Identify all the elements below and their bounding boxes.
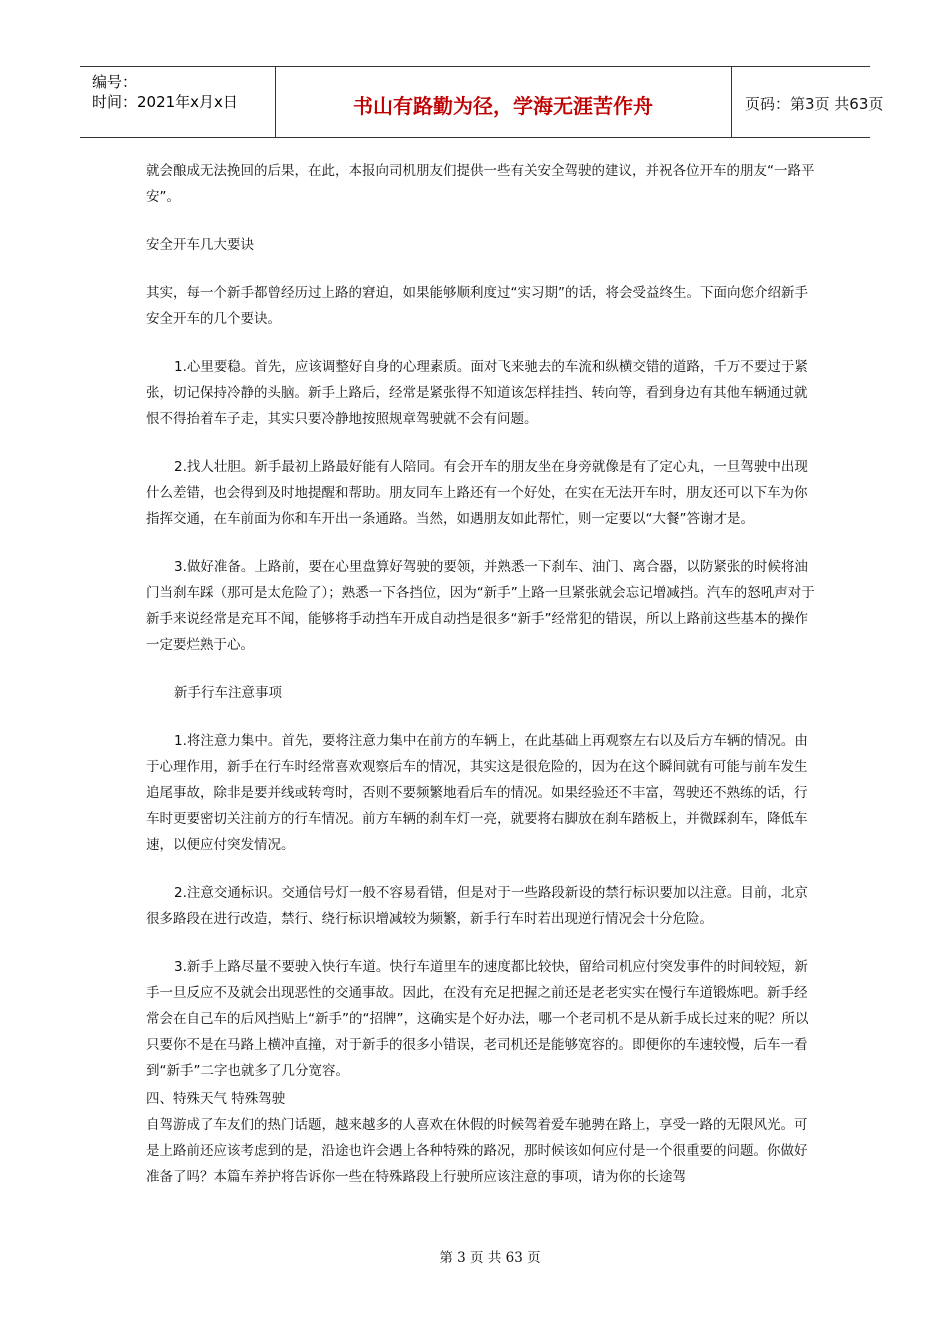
document-date: 时间：2021年x月x日 [92, 93, 238, 111]
paragraph-novice-intro: 其实，每一个新手都曾经历过上路的窘迫，如果能够顺利度过“实习期”的话，将会受益终生。下面向您介绍新手安全开车的几个要诀。 [146, 285, 808, 327]
header-page-code: 页码：第3页 共63页 [745, 95, 884, 113]
paragraph-tip-1: 1.心里要稳。首先，应该调整好自身的心理素质。面对飞来驰去的车流和纵横交错的道路，千万不要过于紧张，切记保持冷静的头脑。新手上路后，经常是紧张得不知道该怎样挂挡、转向等，看到身边有其他车辆通过就恨不得抬着车子走，其实只要冷静地按照规章驾驶就不会有问题。 [146, 359, 808, 427]
paragraph-intro-continued: 就会酿成无法挽回的后果，在此，本报向司机朋友们提供一些有关安全驾驶的建议，并祝各位开车的朋友“一路平安”。 [146, 163, 815, 205]
page-footer: 第 3 页 共 63 页 [439, 1250, 541, 1266]
section-heading-safe-driving: 安全开车几大要诀 [146, 237, 254, 253]
document-number-label: 编号： [92, 73, 138, 91]
section-heading-special-weather: 四、特殊天气 特殊驾驶 [146, 1091, 286, 1107]
paragraph-tip-3: 3.做好准备。上路前，要在心里盘算好驾驶的要领，并熟悉一下刹车、油门、离合器，以防紧张的时候将油门当刹车踩（那可是太危险了）；熟悉一下各挡位，因为“新手”上路一旦紧张就会忘记增减挡。汽车的怒吼声对于新手来说经常是充耳不闻，能够将手动挡车开成自动挡是很多“新手”经常犯的错误，所以上路前这些基本的操作一定要烂熟于心。 [146, 559, 815, 653]
paragraph-tip-2: 2.找人壮胆。新手最初上路最好能有人陪同。有会开车的朋友坐在身旁就像是有了定心丸，一旦驾驶中出现什么差错，也会得到及时地提醒和帮助。朋友同车上路还有一个好处，在实在无法开车时，朋友还可以下车为你指挥交通，在车前面为你和车开出一条通路。当然，如遇朋友如此帮忙，则一定要以“大餐”答谢才是。 [146, 459, 808, 527]
header-motto-cell [275, 67, 732, 137]
page-header [80, 66, 884, 138]
paragraph-note-1: 1.将注意力集中。首先，要将注意力集中在前方的车辆上，在此基础上再观察左右以及后方车辆的情况。由于心理作用，新手在行车时经常喜欢观察后车的情况，其实这是很危险的，因为在这个瞬间就有可能与前车发生追尾事故，除非是要并线或转弯时，否则不要频繁地看后车的情况。如果经验还不丰富，驾驶还不熟练的话，行车时更要密切关注前方的行车情况。前方车辆的刹车灯一亮，就要将右脚放在刹车踏板上，并微踩刹车，降低车速，以便应付突发情况。 [146, 733, 808, 853]
section-heading-novice-notes: 新手行车注意事项 [174, 685, 282, 701]
header-meta-cell [80, 67, 276, 137]
paragraph-note-2: 2.注意交通标识。交通信号灯一般不容易看错，但是对于一些路段新设的禁行标识要加以注意。目前，北京很多路段在进行改造，禁行、绕行标识增减较为频繁，新手行车时若出现逆行情况会十分危险。 [146, 885, 808, 927]
paragraph-note-3: 3.新手上路尽量不要驶入快行车道。快行车道里车的速度都比较快，留给司机应付突发事件的时间较短，新手一旦反应不及就会出现恶性的交通事故。因此，在没有充足把握之前还是老老实实在慢行车道锻炼吧。新手经常会在自己车的后风挡贴上“新手”的“招牌”，这确实是个好办法，哪一个老司机不是从新手成长过来的呢？所以只要你不是在马路上横冲直撞，对于新手的很多小错误，老司机还是能够宽容的。即便你的车速较慢，后车一看到“新手”二字也就多了几分宽容。 [146, 959, 809, 1079]
paragraph-road-trip: 自驾游成了车友们的热门话题，越来越多的人喜欢在休假的时候驾着爱车驰骋在路上，享受一路的无限风光。可是上路前还应该考虑到的是，沿途也许会遇上各种特殊的路况，那时候该如何应付是一个很重要的问题。你做好准备了吗？本篇车养护将告诉你一些在特殊路段上行驶所应该注意的事项，请为你的长途驾 [146, 1117, 808, 1185]
header-motto: 书山有路勤为径，学海无涯苦作舟 [353, 94, 653, 118]
header-page-cell [731, 67, 884, 137]
document-body [146, 158, 818, 1190]
